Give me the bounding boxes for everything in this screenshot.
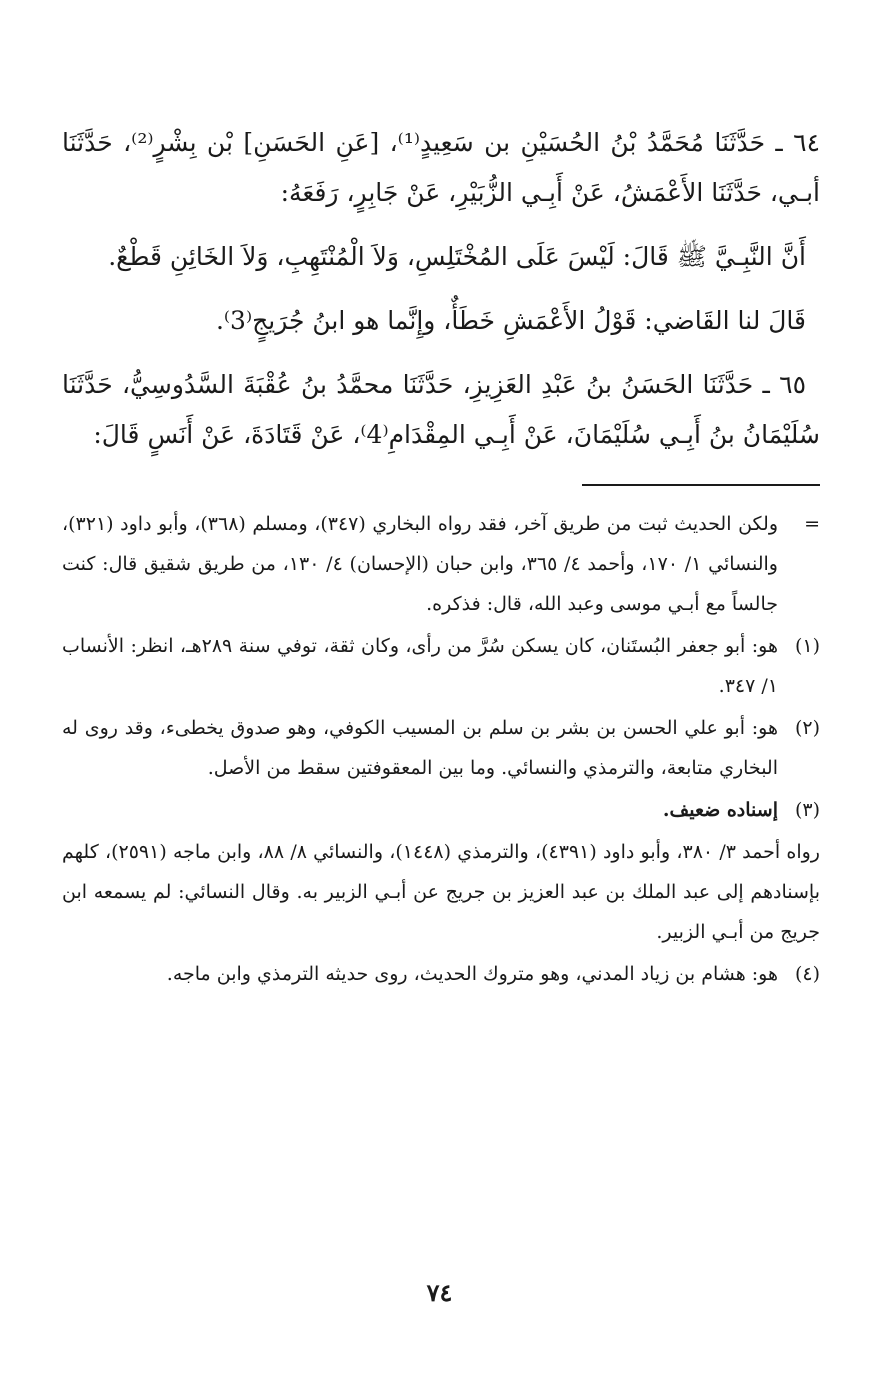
footnote-2 — [62, 708, 820, 788]
hadith-64-chain: ٦٤ ـ حَدَّثَنَا مُحَمَّدُ بْنُ الحُسَيْنِ بن سَعِيدٍ⁽¹⁾، [عَنِ الحَسَنِ] بْن بِشْرٍ⁽²⁾، حَدَّثَنَا أبـي، حَدَّثَنَا الأَعْمَشُ، عَنْ أَبِـي الزُّبَيْرِ، عَنْ جَابِرٍ، رَفَعَهُ: — [62, 128, 821, 207]
footnote-number: (٢) — [794, 717, 820, 739]
footnote-4 — [62, 954, 820, 994]
footnote-text: هو: أبو جعفر البُستَنان، كان يسكن سُرَّ من رأى، وكان ثقة، توفي سنة ٢٨٩هـ، انظر: الأنساب ١/ ٣٤٧. — [62, 635, 778, 697]
continuation-mark: = — [804, 513, 820, 535]
footnote-number: (٣) — [794, 799, 820, 821]
footnote-text: إسناده ضعيف. — [662, 799, 778, 821]
footnotes — [62, 504, 820, 994]
footnote-number: (١) — [794, 635, 820, 657]
footnote-text: ولكن الحديث ثبت من طريق آخر، فقد رواه البخاري (٣٤٧)، ومسلم (٣٦٨)، وأبو داود (٣٢١)، والنسائي ١/ ١٧٠، وأحمد ٤/ ٣٦٥، وابن حبان (الإحسان) ٤/ ١٣٠، من طريق شقيق قال: كنت جالساً مع أبـي موسى وعبد الله، قال: فذكره. — [62, 513, 778, 615]
footnote-continuation — [62, 504, 820, 624]
footnote-text: هو: هشام بن زياد المدني، وهو متروك الحديث، روى حديثه الترمذي وابن ماجه. — [166, 963, 778, 985]
footnote-3-detail: رواه أحمد ٣/ ٣٨٠، وأبو داود (٤٣٩١)، والترمذي (١٤٤٨)، والنسائي ٨/ ٨٨، وابن ماجه (٢٥٩١)، كلهم بإسنادهم إلى عبد الملك بن عبد العزيز بن جريج عن أبـي الزبير به. وقال النسائي: لم يسمعه ابن جريج من أبـي الزبير. — [62, 841, 820, 943]
hadith-64-text: أَنَّ النَّبِـيَّ ﷺ قَالَ: لَيْسَ عَلَى المُخْتَلِسِ، وَلاَ الْمُنْتَهِبِ، وَلاَ الخَائِنِ قَطْعٌ. — [108, 242, 806, 271]
footnote-separator — [582, 484, 820, 486]
footnote-number: (٤) — [794, 963, 820, 985]
hadith-65-chain: ٦٥ ـ حَدَّثَنَا الحَسَنُ بنُ عَبْدِ العَزِيزِ، حَدَّثَنَا محمَّدُ بنُ عُقْبَةَ السَّدُوسِيُّ، حَدَّثَنَا سُلَيْمَانُ بنُ أَبِـي سُلَيْمَانَ، عَنْ أَبِـي المِقْدَامِ⁽4⁾، عَنْ قَتَادَةَ، عَنْ أَنَسٍ قَالَ: — [62, 370, 820, 449]
footnote-3 — [62, 790, 820, 830]
qadi-comment: قَالَ لنا القَاضي: قَوْلُ الأَعْمَشِ خَطَأٌ، وإِنَّما هو ابنُ جُرَيجٍ⁽3⁾. — [215, 306, 806, 335]
page-number: ٧٤ — [426, 1278, 453, 1307]
book-page — [62, 118, 820, 996]
footnote-1 — [62, 626, 820, 706]
footnote-text: هو: أبو علي الحسن بن بشر بن سلم بن المسيب الكوفي، وهو صدوق يخطىء، وقد روى له البخاري متابعة، والترمذي والنسائي. وما بين المعقوفتين سقط من الأصل. — [62, 717, 778, 779]
main-text — [62, 118, 820, 460]
